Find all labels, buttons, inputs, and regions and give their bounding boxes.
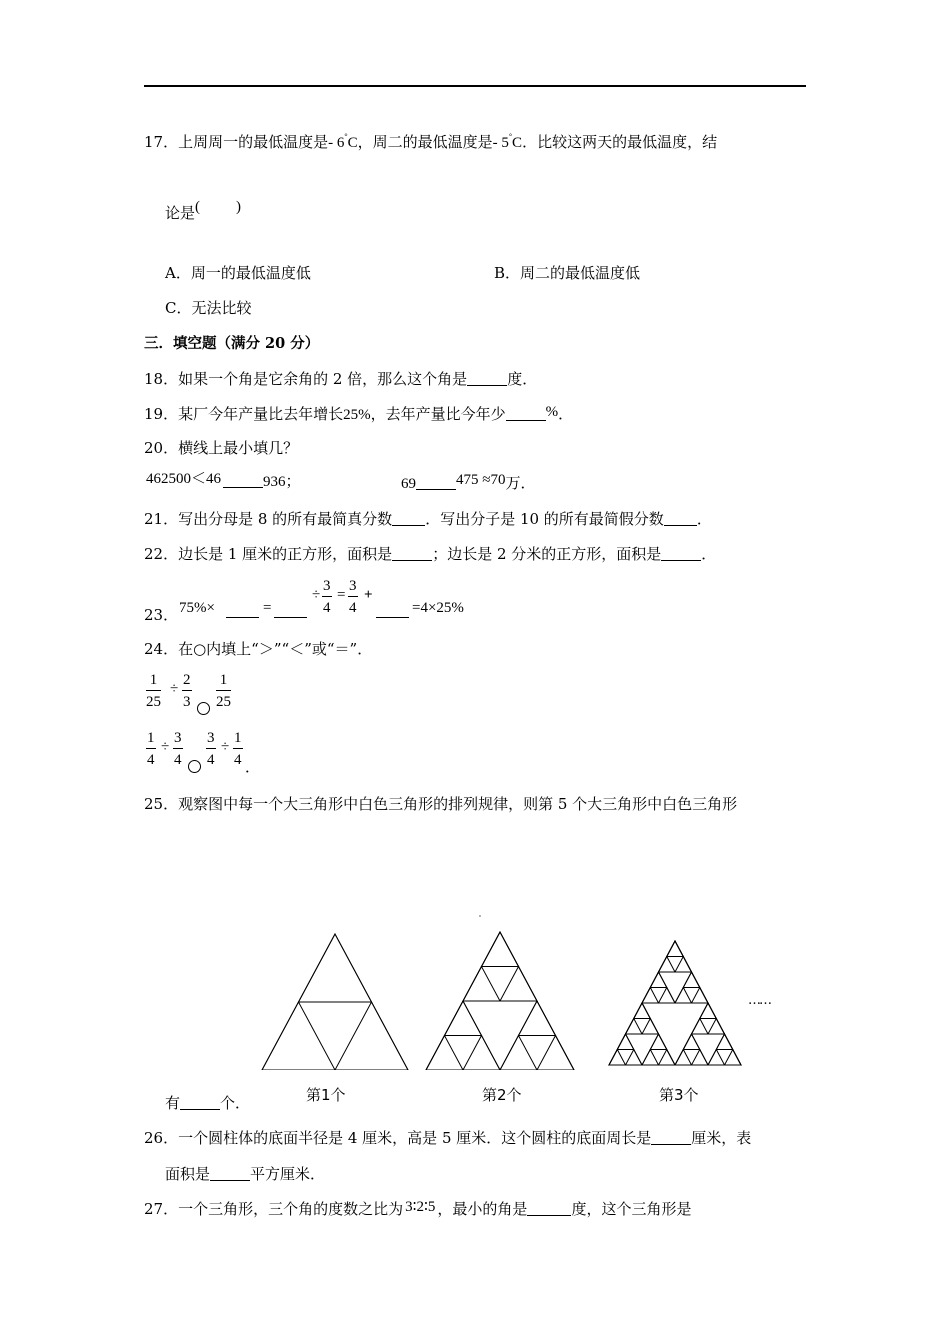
triangle-outline bbox=[463, 967, 500, 1002]
triangle-figure-1 bbox=[262, 934, 408, 1070]
triangle-outline bbox=[642, 1050, 659, 1066]
triangle-figure-2 bbox=[426, 932, 574, 1070]
answer-blank[interactable] bbox=[392, 545, 432, 561]
triangle-outline bbox=[519, 1001, 556, 1036]
fraction: $\frac{3}{4}$ bbox=[174, 730, 182, 768]
triangle-outline bbox=[634, 1003, 651, 1019]
fraction: $\frac{1}{25}$ bbox=[216, 672, 231, 710]
answer-blank[interactable] bbox=[223, 472, 263, 488]
fraction: $\frac{3}{4}$ bbox=[207, 730, 215, 768]
triangle-outline bbox=[692, 1050, 709, 1066]
triangle-outline bbox=[725, 1050, 742, 1066]
question-20-part-a: 462500＜46 936； bbox=[146, 471, 301, 490]
question-20: 20．横线上最小填几？ bbox=[144, 439, 299, 457]
question-20-part-b: 69 475 ≈70万． bbox=[401, 472, 536, 492]
answer-blank[interactable] bbox=[226, 602, 259, 618]
triangle-outline bbox=[675, 957, 692, 973]
compare-circle[interactable] bbox=[197, 702, 210, 715]
triangle-outline bbox=[667, 941, 684, 957]
triangle-outline bbox=[683, 972, 700, 988]
question-18: 18．如果一个角是它余角的 2 倍，那么这个角是 度． bbox=[144, 370, 538, 388]
caption-figure-1: 第1个 bbox=[306, 1086, 346, 1104]
answer-blank[interactable] bbox=[376, 602, 409, 618]
triangle-outline bbox=[708, 1050, 725, 1066]
compare-circle[interactable] bbox=[188, 760, 201, 773]
triangle-outline bbox=[537, 1036, 574, 1071]
fraction: $\frac{3}{4}$ bbox=[349, 578, 357, 616]
question-17: 17．上周周一的最低温度是- 6°C，周二的最低温度是- 5°C．比较这两天的最低温度，结 bbox=[144, 132, 718, 151]
option-c: C．无法比较 bbox=[165, 299, 252, 317]
triangle-outline bbox=[299, 934, 372, 1002]
question-26-line2: 面积是 平方厘米． bbox=[165, 1165, 326, 1183]
triangle-outline bbox=[700, 1003, 717, 1019]
triangle-outline bbox=[262, 1002, 335, 1070]
triangle-outline bbox=[650, 1034, 667, 1050]
triangle-outline bbox=[482, 932, 519, 967]
triangle-outline bbox=[626, 1019, 643, 1035]
temp-tuesday: - 5°C bbox=[492, 132, 523, 151]
fraction: $\frac{2}{3}$ bbox=[183, 672, 191, 710]
triangle-outline bbox=[659, 1050, 676, 1066]
question-24-row-2: $\frac{1}{4}$ ÷ $\frac{3}{4}$ $\frac{3}{4}$ ÷ $\frac{1}{4}$ ． bbox=[147, 730, 261, 776]
triangle-pattern-figure bbox=[0, 910, 950, 1070]
fraction: $\frac{1}{25}$ bbox=[146, 672, 161, 710]
fraction: $\frac{1}{4}$ bbox=[147, 730, 155, 768]
triangle-outline bbox=[708, 1019, 725, 1035]
question-23: 23． 75%× = ÷ $\frac{3}{4}$ = $\frac{3}{4}$ + =4×25% bbox=[144, 578, 464, 624]
fraction: $\frac{3}{4}$ bbox=[323, 578, 331, 616]
question-26: 26．一个圆柱体的底面半径是 4 厘米，高是 5 厘米．这个圆柱的底面周长是 厘米，表 bbox=[144, 1129, 752, 1147]
header-rule bbox=[144, 85, 806, 87]
section-title: 三．填空题（满分 20 分） bbox=[144, 335, 320, 352]
triangle-outline bbox=[675, 988, 692, 1004]
triangle-outline bbox=[659, 988, 676, 1004]
triangle-outline bbox=[692, 988, 709, 1004]
stray-dot bbox=[479, 915, 481, 917]
question-24: 24．在○内填上“＞”“＜”或“＝”． bbox=[144, 640, 373, 658]
triangle-outline bbox=[642, 988, 659, 1004]
answer-blank[interactable] bbox=[467, 370, 507, 386]
option-a: A．周一的最低温度低 bbox=[165, 264, 311, 282]
answer-blank[interactable] bbox=[651, 1129, 691, 1145]
triangle-outline bbox=[716, 1034, 733, 1050]
temp-monday: - 6°C bbox=[328, 132, 358, 151]
triangle-outline bbox=[500, 967, 537, 1002]
ellipsis: …… bbox=[748, 993, 770, 1008]
answer-blank[interactable] bbox=[416, 474, 456, 490]
question-25: 25．观察图中每一个大三角形中白色三角形的排列规律，则第 5 个大三角形中白色三角形 bbox=[144, 795, 738, 813]
triangle-outline bbox=[426, 1036, 463, 1071]
question-19: 19．某厂今年产量比去年增长25%，去年产量比今年少 %． bbox=[144, 404, 574, 423]
question-22: 22．边长是 1 厘米的正方形，面积是 ；边长是 2 分米的正方形，面积是 ． bbox=[144, 545, 717, 563]
answer-blank[interactable] bbox=[392, 510, 425, 526]
triangle-outline bbox=[609, 1050, 626, 1066]
triangle-outline bbox=[500, 1036, 537, 1071]
fraction: $\frac{1}{4}$ bbox=[234, 730, 242, 768]
triangle-outline bbox=[659, 957, 676, 973]
triangle-outline bbox=[683, 1034, 700, 1050]
triangle-outline bbox=[617, 1034, 634, 1050]
caption-figure-2: 第2个 bbox=[482, 1086, 522, 1104]
answer-blank[interactable] bbox=[274, 602, 307, 618]
triangle-outline bbox=[650, 972, 667, 988]
triangle-outline bbox=[675, 1050, 692, 1066]
triangle-outline bbox=[642, 1019, 659, 1035]
answer-blank[interactable] bbox=[210, 1165, 250, 1181]
option-b: B．周二的最低温度低 bbox=[494, 264, 641, 282]
answer-paren-close: ) bbox=[236, 199, 242, 215]
triangle-outline bbox=[626, 1050, 643, 1066]
question-27: 27．一个三角形，三个角的度数之比为 3∶2∶5 ，最小的角是 度，这个三角形是 bbox=[144, 1199, 692, 1218]
answer-blank[interactable] bbox=[180, 1094, 220, 1110]
caption-figure-3: 第3个 bbox=[659, 1086, 699, 1104]
answer-blank[interactable] bbox=[661, 545, 701, 561]
triangle-outline bbox=[692, 1019, 709, 1035]
question-21: 21．写出分母是 8 的所有最简真分数 ．写出分子是 10 的所有最简假分数 ． bbox=[144, 510, 712, 528]
triangle-figure-3 bbox=[609, 941, 741, 1065]
triangle-outline bbox=[463, 1036, 500, 1071]
triangle-outline bbox=[445, 1001, 482, 1036]
answer-blank[interactable] bbox=[664, 510, 697, 526]
answer-blank[interactable] bbox=[527, 1200, 571, 1216]
triangle-outline bbox=[335, 1002, 408, 1070]
answer-blank[interactable] bbox=[506, 405, 546, 421]
answer-paren-open: ( bbox=[195, 199, 201, 215]
question-24-row-1: $\frac{1}{25}$ ÷ $\frac{2}{3}$ $\frac{1}{25}$ bbox=[144, 672, 344, 718]
question-25-line2: 有 个． bbox=[165, 1094, 251, 1112]
question-17-line2: 论是( ) bbox=[165, 199, 242, 222]
